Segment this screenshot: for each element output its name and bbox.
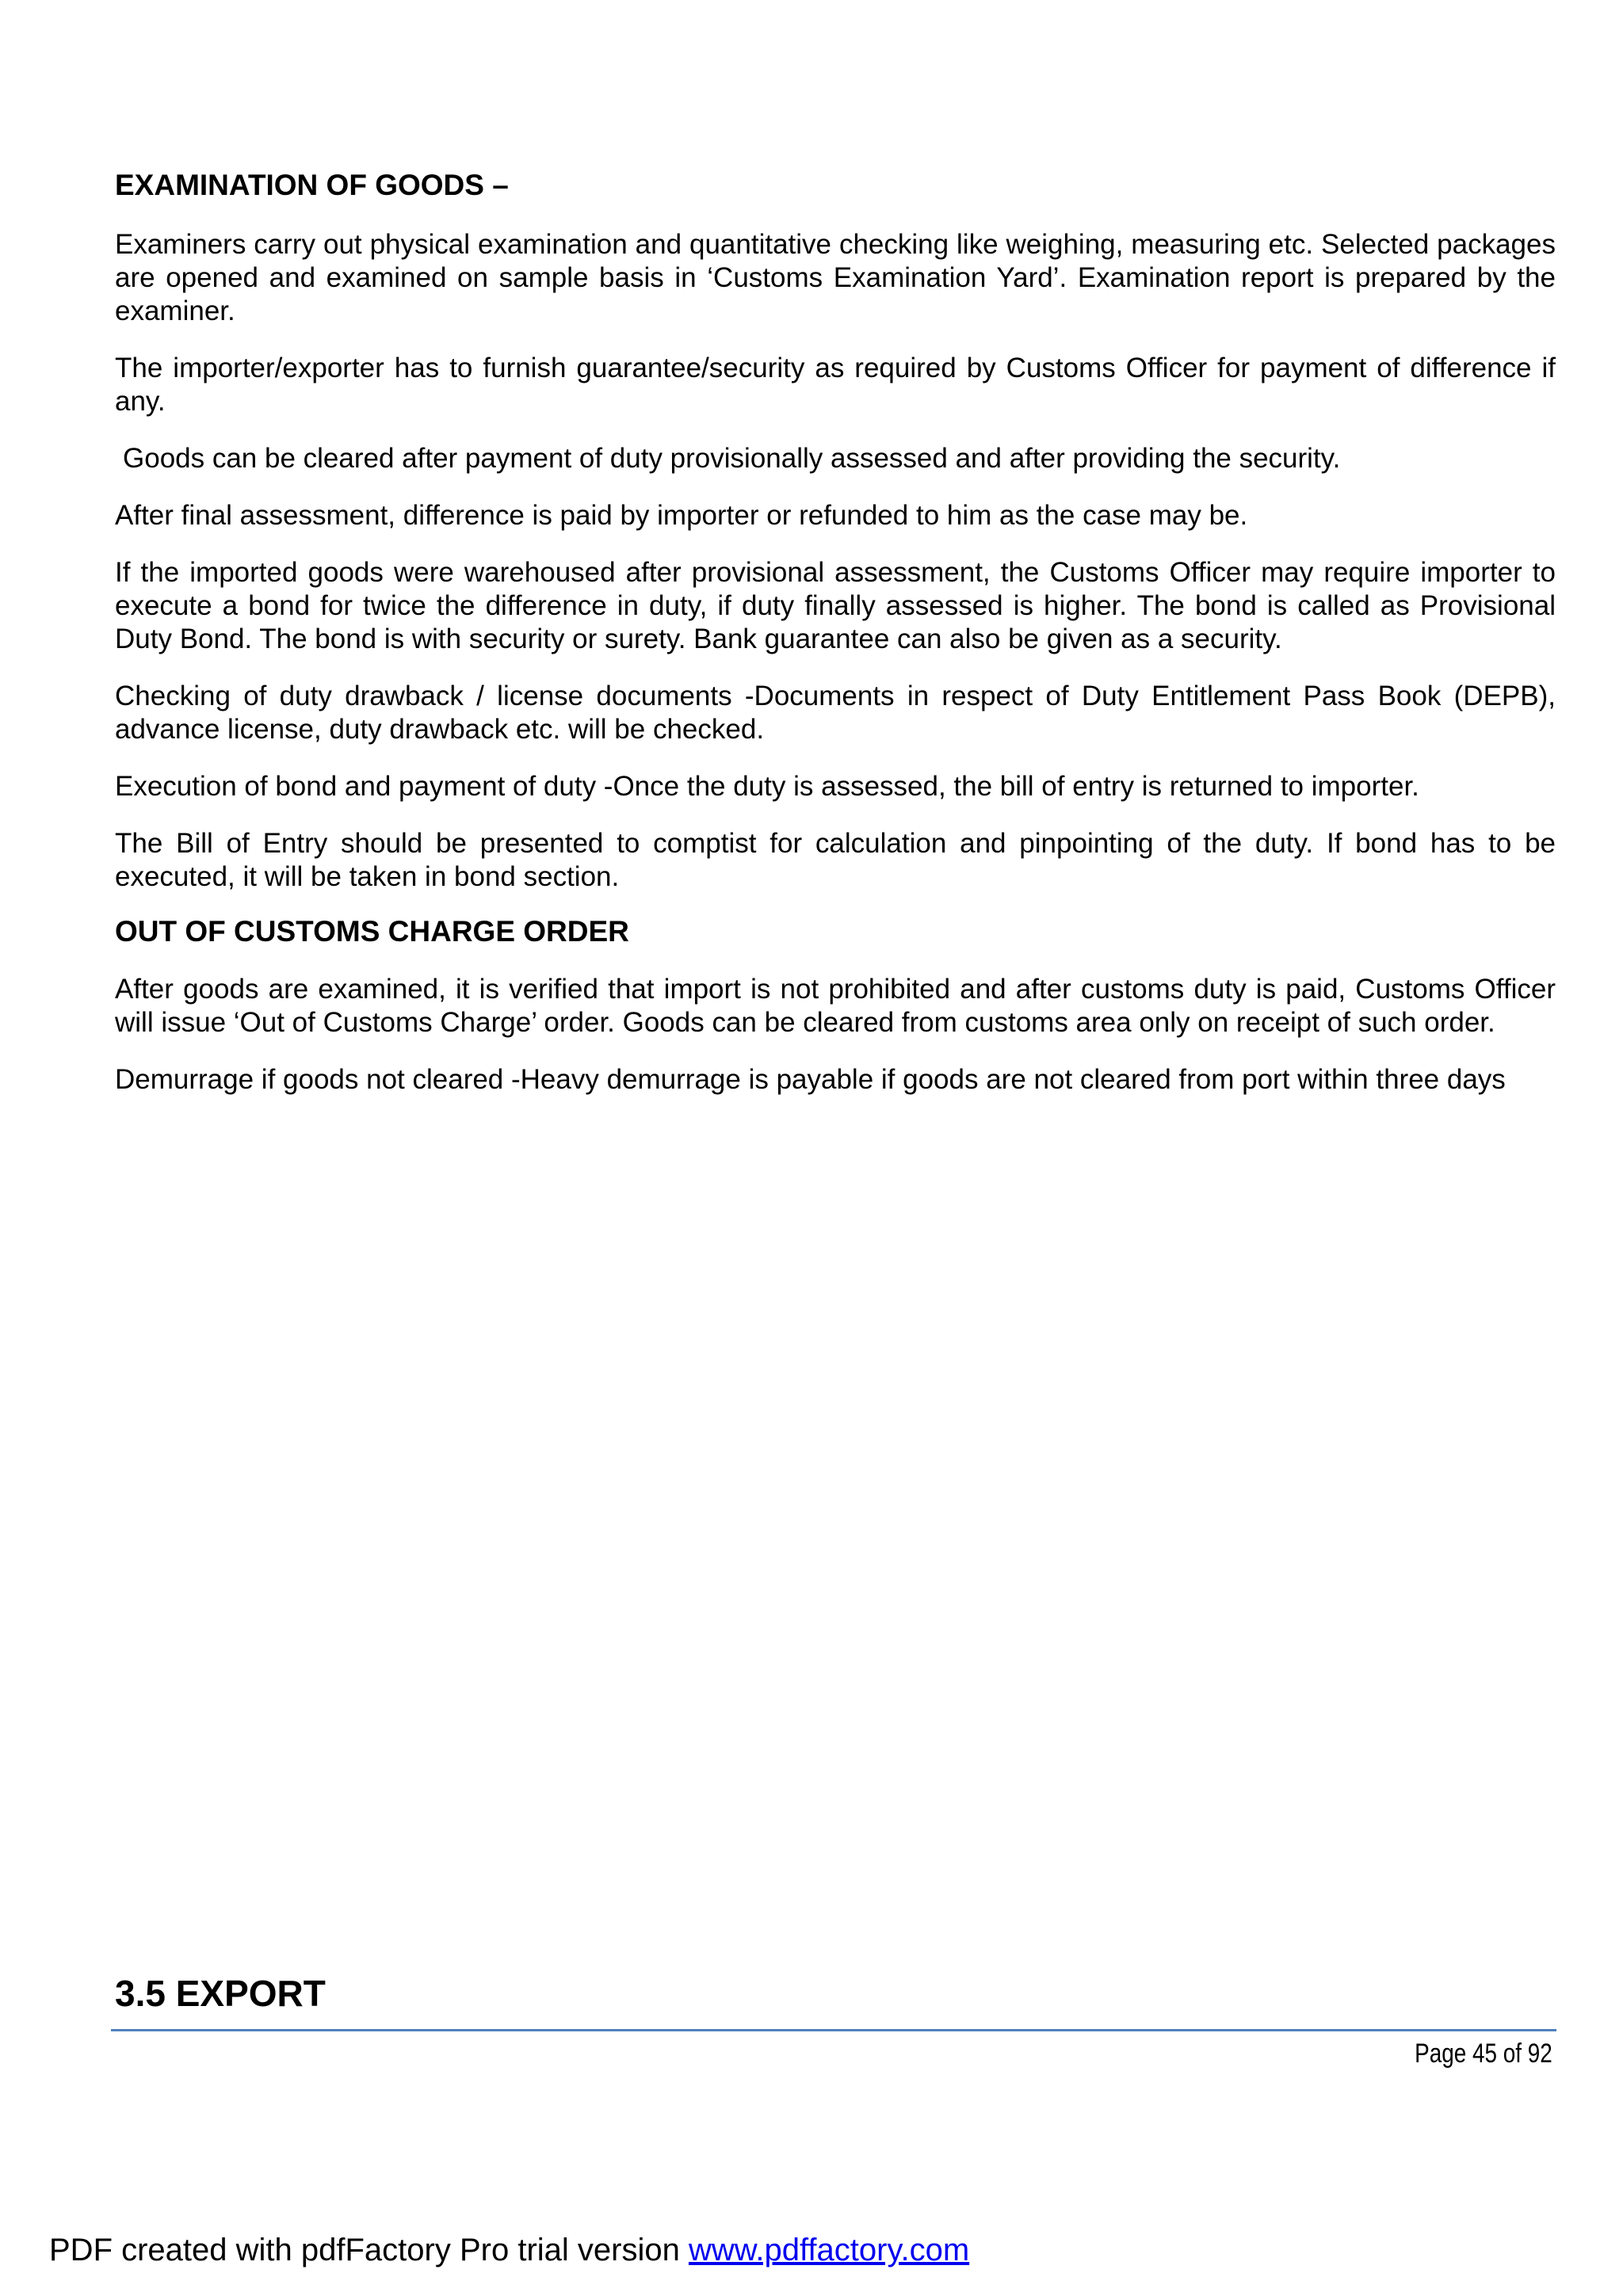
section-heading-examination: EXAMINATION OF GOODS –: [115, 169, 509, 201]
paragraph: Examiners carry out physical examination and quantitative checking like weighing, measuring etc. Selected packages are opened and examined on sample basis in ‘Customs Examination Yard’. Examination report is prepared by the examiner.: [115, 229, 1556, 326]
page-number: Page 45 of 92: [1415, 2039, 1552, 2069]
watermark-text: PDF created with pdfFactory Pro trial version: [49, 2233, 689, 2267]
paragraph: The Bill of Entry should be presented to comptist for calculation and pinpointing of the duty. If bond has to be executed, it will be taken in bond section.: [115, 828, 1556, 892]
footer-rule: [111, 2029, 1556, 2031]
paragraph: Checking of duty drawback / license documents -Documents in respect of Duty Entitlement Pass Book (DEPB), advance license, duty drawback etc. will be checked.: [115, 681, 1556, 745]
section-heading-out-of-charge: OUT OF CUSTOMS CHARGE ORDER: [115, 915, 629, 948]
paragraph: After final assessment, difference is paid by importer or refunded to him as the case may be.: [115, 500, 1248, 531]
paragraph: Execution of bond and payment of duty -Once the duty is assessed, the bill of entry is returned to importer.: [115, 771, 1419, 802]
page-content: [115, 168, 1556, 1097]
paragraph: The importer/exporter has to furnish guarantee/security as required by Customs Officer for payment of difference if any.: [115, 353, 1556, 417]
paragraph: After goods are examined, it is verified that import is not prohibited and after customs duty is paid, Customs Officer will issue ‘Out of Customs Charge’ order. Goods can be cleared from customs area only on receipt of such order.: [115, 974, 1556, 1038]
pdf-watermark: [49, 2231, 969, 2269]
paragraph: If the imported goods were warehoused after provisional assessment, the Customs Officer may require importer to execute a bond for twice the difference in duty, if duty finally assessed is higher. The bond is called as Provisional Duty Bond. The bond is with security or surety. Bank guarantee can also be given as a security.: [115, 557, 1556, 654]
watermark-link[interactable]: www.pdffactory.com: [688, 2233, 970, 2267]
section-heading-export: 3.5 EXPORT: [115, 1973, 326, 2014]
paragraph: Goods can be cleared after payment of duty provisionally assessed and after providing the security.: [123, 443, 1341, 474]
paragraph: Demurrage if goods not cleared -Heavy demurrage is payable if goods are not cleared from port within three days: [115, 1064, 1506, 1095]
